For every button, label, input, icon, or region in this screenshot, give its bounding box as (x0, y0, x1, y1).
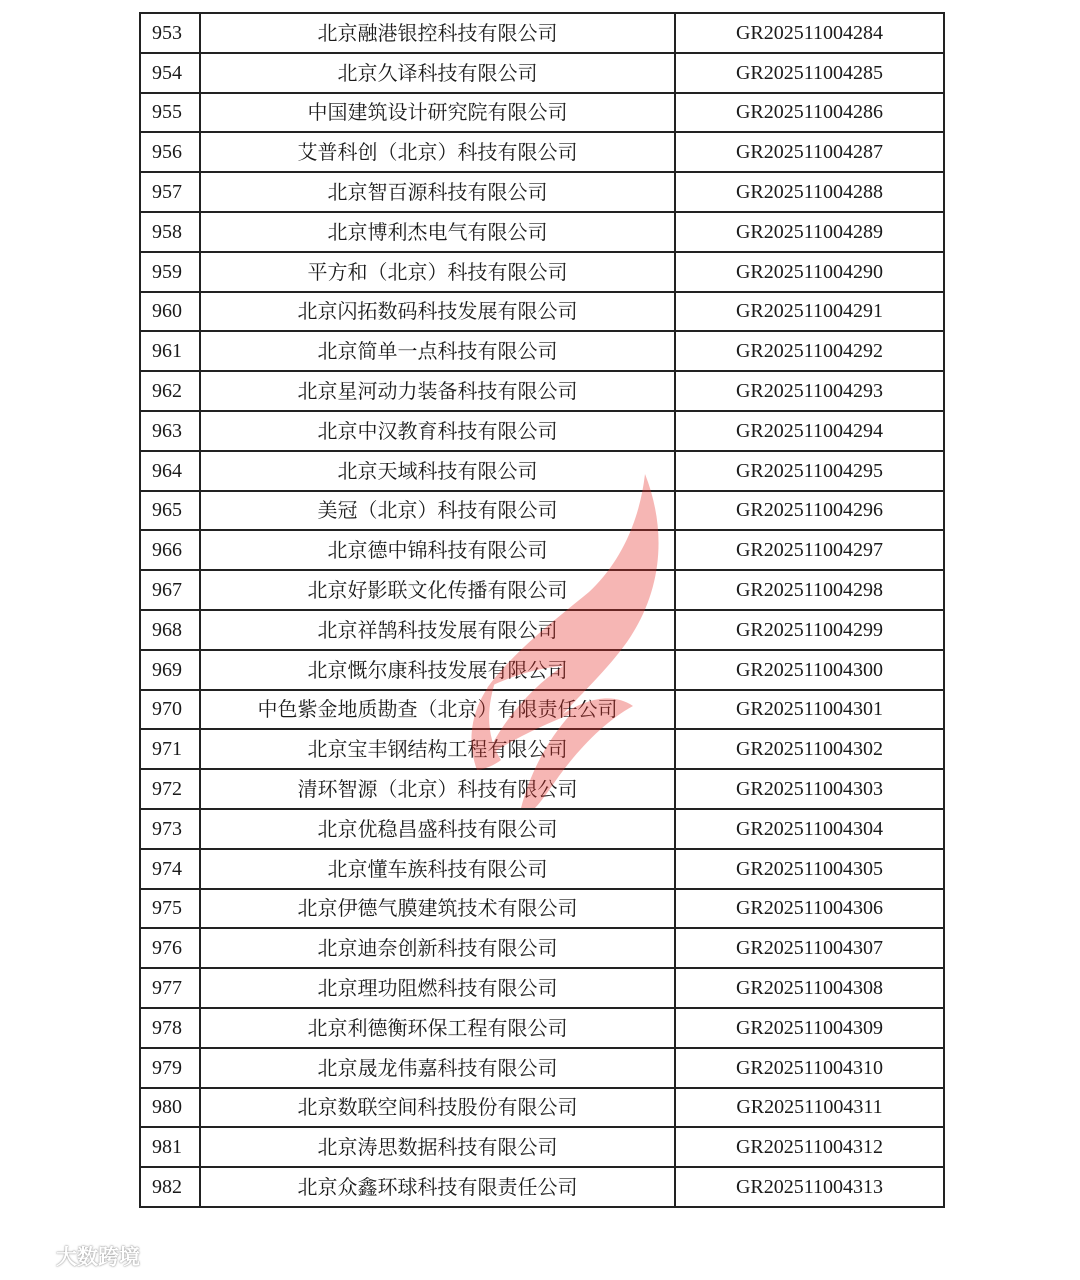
table-row (140, 451, 944, 491)
table-row (140, 491, 944, 531)
row-number-cell: 968 (140, 610, 200, 650)
chat-bubble-icon (6, 1241, 50, 1271)
table-row (140, 331, 944, 371)
company-name-cell: 北京数联空间科技股份有限公司 (200, 1088, 675, 1128)
company-name-cell: 北京星河动力装备科技有限公司 (200, 371, 675, 411)
certificate-code-cell: GR202511004313 (675, 1167, 944, 1207)
company-name-cell: 美冠（北京）科技有限公司 (200, 491, 675, 531)
table-row (140, 690, 944, 730)
table-row (140, 650, 944, 690)
company-name-cell: 北京晟龙伟嘉科技有限公司 (200, 1048, 675, 1088)
table-row (140, 889, 944, 929)
company-name-cell: 平方和（北京）科技有限公司 (200, 252, 675, 292)
row-number-cell: 962 (140, 371, 200, 411)
table-row (140, 570, 944, 610)
row-number-cell: 980 (140, 1088, 200, 1128)
company-name-cell: 北京久译科技有限公司 (200, 53, 675, 93)
certificate-code-cell: GR202511004301 (675, 690, 944, 730)
company-name-cell: 北京涛思数据科技有限公司 (200, 1127, 675, 1167)
table-row (140, 172, 944, 212)
table-row (140, 1008, 944, 1048)
company-name-cell: 艾普科创（北京）科技有限公司 (200, 132, 675, 172)
certificate-code-cell: GR202511004302 (675, 729, 944, 769)
company-list-table-container (139, 12, 939, 1208)
table-row (140, 530, 944, 570)
row-number-cell: 979 (140, 1048, 200, 1088)
table-row (140, 53, 944, 93)
row-number-cell: 973 (140, 809, 200, 849)
table-row (140, 849, 944, 889)
brand-watermark-text: 大数跨境 (56, 1245, 140, 1269)
company-name-cell: 中色紫金地质勘查（北京）有限责任公司 (200, 690, 675, 730)
row-number-cell: 961 (140, 331, 200, 371)
company-name-cell: 北京简单一点科技有限公司 (200, 331, 675, 371)
table-row (140, 610, 944, 650)
certificate-code-cell: GR202511004310 (675, 1048, 944, 1088)
row-number-cell: 957 (140, 172, 200, 212)
certificate-code-cell: GR202511004299 (675, 610, 944, 650)
company-name-cell: 中国建筑设计研究院有限公司 (200, 93, 675, 133)
row-number-cell: 954 (140, 53, 200, 93)
company-list-table (139, 12, 945, 1208)
certificate-code-cell: GR202511004305 (675, 849, 944, 889)
certificate-code-cell: GR202511004295 (675, 451, 944, 491)
certificate-code-cell: GR202511004284 (675, 13, 944, 53)
company-name-cell: 北京祥鹄科技发展有限公司 (200, 610, 675, 650)
certificate-code-cell: GR202511004294 (675, 411, 944, 451)
certificate-code-cell: GR202511004289 (675, 212, 944, 252)
row-number-cell: 965 (140, 491, 200, 531)
row-number-cell: 974 (140, 849, 200, 889)
row-number-cell: 971 (140, 729, 200, 769)
row-number-cell: 953 (140, 13, 200, 53)
table-row (140, 371, 944, 411)
company-name-cell: 北京智百源科技有限公司 (200, 172, 675, 212)
certificate-code-cell: GR202511004297 (675, 530, 944, 570)
table-row (140, 132, 944, 172)
row-number-cell: 975 (140, 889, 200, 929)
certificate-code-cell: GR202511004290 (675, 252, 944, 292)
row-number-cell: 982 (140, 1167, 200, 1207)
certificate-code-cell: GR202511004306 (675, 889, 944, 929)
certificate-code-cell: GR202511004285 (675, 53, 944, 93)
certificate-code-cell: GR202511004291 (675, 292, 944, 332)
company-name-cell: 北京好影联文化传播有限公司 (200, 570, 675, 610)
row-number-cell: 977 (140, 968, 200, 1008)
row-number-cell: 970 (140, 690, 200, 730)
company-name-cell: 北京迪奈创新科技有限公司 (200, 928, 675, 968)
company-name-cell: 北京懂车族科技有限公司 (200, 849, 675, 889)
company-name-cell: 北京天域科技有限公司 (200, 451, 675, 491)
table-row (140, 13, 944, 53)
certificate-code-cell: GR202511004286 (675, 93, 944, 133)
row-number-cell: 964 (140, 451, 200, 491)
certificate-code-cell: GR202511004312 (675, 1127, 944, 1167)
certificate-code-cell: GR202511004288 (675, 172, 944, 212)
table-row (140, 729, 944, 769)
row-number-cell: 966 (140, 530, 200, 570)
table-row (140, 1048, 944, 1088)
certificate-code-cell: GR202511004308 (675, 968, 944, 1008)
table-row (140, 93, 944, 133)
company-name-cell: 北京博利杰电气有限公司 (200, 212, 675, 252)
row-number-cell: 963 (140, 411, 200, 451)
certificate-code-cell: GR202511004303 (675, 769, 944, 809)
certificate-code-cell: GR202511004311 (675, 1088, 944, 1128)
table-row (140, 809, 944, 849)
certificate-code-cell: GR202511004292 (675, 331, 944, 371)
table-body (140, 13, 944, 1207)
company-name-cell: 北京宝丰钢结构工程有限公司 (200, 729, 675, 769)
table-row (140, 968, 944, 1008)
certificate-code-cell: GR202511004298 (675, 570, 944, 610)
row-number-cell: 972 (140, 769, 200, 809)
certificate-code-cell: GR202511004309 (675, 1008, 944, 1048)
certificate-code-cell: GR202511004296 (675, 491, 944, 531)
company-name-cell: 北京慨尔康科技发展有限公司 (200, 650, 675, 690)
company-name-cell: 北京优稳昌盛科技有限公司 (200, 809, 675, 849)
company-name-cell: 北京中汉教育科技有限公司 (200, 411, 675, 451)
table-row (140, 928, 944, 968)
row-number-cell: 981 (140, 1127, 200, 1167)
row-number-cell: 959 (140, 252, 200, 292)
row-number-cell: 976 (140, 928, 200, 968)
company-name-cell: 清环智源（北京）科技有限公司 (200, 769, 675, 809)
certificate-code-cell: GR202511004287 (675, 132, 944, 172)
brand-watermark (6, 1236, 140, 1276)
table-row (140, 1127, 944, 1167)
row-number-cell: 960 (140, 292, 200, 332)
table-row (140, 212, 944, 252)
table-row (140, 1088, 944, 1128)
row-number-cell: 967 (140, 570, 200, 610)
row-number-cell: 955 (140, 93, 200, 133)
table-row (140, 292, 944, 332)
company-name-cell: 北京德中锦科技有限公司 (200, 530, 675, 570)
row-number-cell: 956 (140, 132, 200, 172)
certificate-code-cell: GR202511004307 (675, 928, 944, 968)
table-row (140, 769, 944, 809)
certificate-code-cell: GR202511004293 (675, 371, 944, 411)
company-name-cell: 北京利德衡环保工程有限公司 (200, 1008, 675, 1048)
certificate-code-cell: GR202511004304 (675, 809, 944, 849)
table-row (140, 411, 944, 451)
table-row (140, 1167, 944, 1207)
table-row (140, 252, 944, 292)
certificate-code-cell: GR202511004300 (675, 650, 944, 690)
company-name-cell: 北京融港银控科技有限公司 (200, 13, 675, 53)
company-name-cell: 北京伊德气膜建筑技术有限公司 (200, 889, 675, 929)
row-number-cell: 969 (140, 650, 200, 690)
company-name-cell: 北京闪拓数码科技发展有限公司 (200, 292, 675, 332)
row-number-cell: 978 (140, 1008, 200, 1048)
company-name-cell: 北京众鑫环球科技有限责任公司 (200, 1167, 675, 1207)
company-name-cell: 北京理功阻燃科技有限公司 (200, 968, 675, 1008)
row-number-cell: 958 (140, 212, 200, 252)
